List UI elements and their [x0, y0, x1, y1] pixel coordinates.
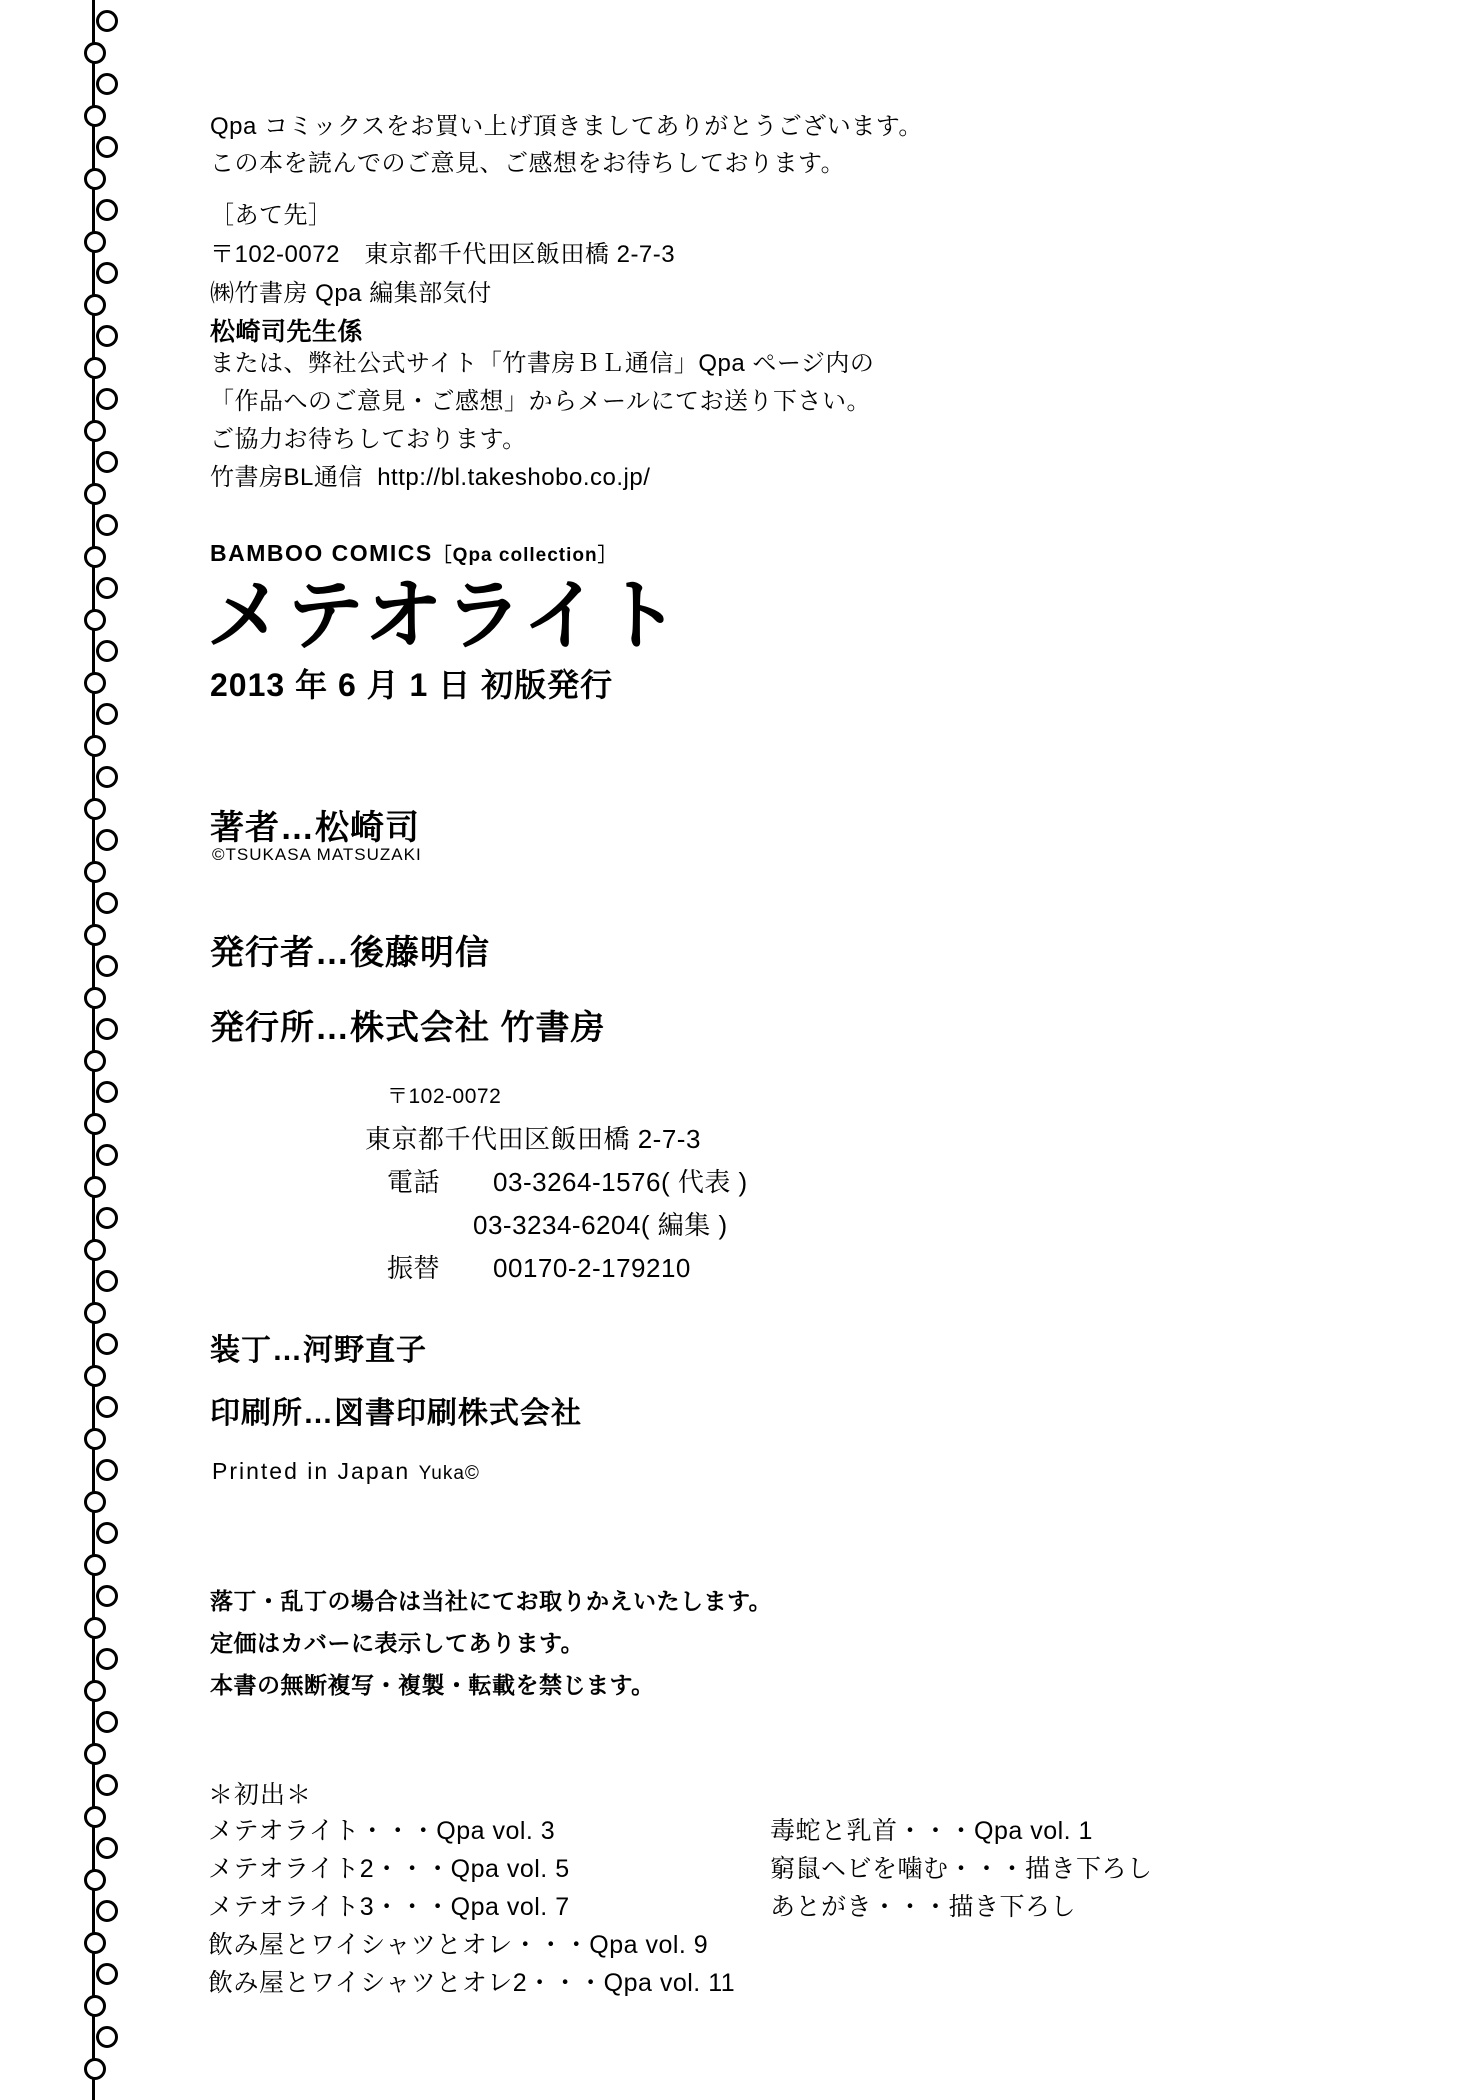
- spiral-hole: [84, 357, 106, 379]
- company-postal: 〒102-0072: [387, 1085, 502, 1108]
- spiral-hole: [96, 2026, 118, 2048]
- spiral-hole: [84, 1995, 106, 2017]
- feedback-note-block: [210, 345, 874, 497]
- first-appearance-item: 飲み屋とワイシャツとオレ2・・・Qpa vol. 11: [208, 1969, 736, 1997]
- spiral-hole: [96, 451, 118, 473]
- spiral-hole: [84, 1365, 106, 1387]
- spiral-hole: [96, 388, 118, 410]
- company-tel-line: [365, 1161, 748, 1204]
- contact-address-block: [210, 196, 675, 352]
- spiral-hole: [84, 609, 106, 631]
- spiral-hole: [96, 829, 118, 851]
- spiral-hole: [84, 1806, 106, 1828]
- spiral-hole: [96, 1711, 118, 1733]
- first-appearance-item: 毒蛇と乳首・・・Qpa vol. 1: [770, 1817, 1093, 1845]
- spiral-hole: [84, 924, 106, 946]
- first-appearance-item: メテオライト2・・・Qpa vol. 5: [208, 1855, 570, 1883]
- spiral-hole: [96, 1018, 118, 1040]
- spiral-hole: [84, 546, 106, 568]
- first-appearance-item: 窮鼠ヘビを噛む・・・描き下ろし: [770, 1855, 1153, 1883]
- spiral-hole: [96, 1648, 118, 1670]
- spiral-hole: [96, 955, 118, 977]
- design-credit: 装丁…河野直子: [210, 1334, 427, 1367]
- first-appearance-item: メテオライト3・・・Qpa vol. 7: [208, 1893, 570, 1921]
- spiral-hole: [96, 577, 118, 599]
- spiral-hole: [96, 199, 118, 221]
- colophon-page: [150, 0, 1460, 2100]
- author-copyright-romanized: ©TSUKASA MATSUZAKI: [212, 845, 422, 864]
- publication-date: 2013 年 6 月 1 日 初版発行: [210, 667, 614, 703]
- spiral-hole: [84, 168, 106, 190]
- first-appearance-item: 飲み屋とワイシャツとオレ・・・Qpa vol. 9: [208, 1931, 709, 1959]
- note-line-1: または、弊社公式サイト「竹書房ＢＬ通信」Qpa ページ内の: [210, 350, 875, 377]
- spiral-hole: [96, 703, 118, 725]
- spiral-hole: [96, 136, 118, 158]
- spiral-hole: [96, 640, 118, 662]
- spiral-hole: [84, 1491, 106, 1513]
- author-credit: 著者…松崎司: [210, 809, 420, 847]
- book-title: メテオライト: [206, 571, 683, 659]
- spiral-hole: [96, 1207, 118, 1229]
- printer-credit: 印刷所…図書印刷株式会社: [210, 1397, 582, 1430]
- spiral-holes: [0, 0, 150, 2100]
- spiral-hole: [96, 262, 118, 284]
- tel-main: 03-3264-1576( 代表 ): [493, 1167, 748, 1197]
- spiral-hole: [96, 892, 118, 914]
- spiral-hole: [84, 798, 106, 820]
- printed-in-credit: Yuka©: [418, 1463, 480, 1484]
- tel-label: 電話: [387, 1167, 441, 1197]
- legal-line-1: 落丁・乱丁の場合は当社にてお取りかえいたします。: [210, 1588, 773, 1614]
- spiral-hole: [84, 1113, 106, 1135]
- spiral-hole: [96, 1459, 118, 1481]
- spiral-hole: [84, 1428, 106, 1450]
- printed-in-japan: [212, 1458, 480, 1485]
- spiral-hole: [96, 1522, 118, 1544]
- legal-line-2: 定価はカバーに表示してあります。: [210, 1630, 585, 1656]
- spiral-hole: [84, 2058, 106, 2080]
- spiral-hole: [84, 294, 106, 316]
- spiral-hole: [84, 1743, 106, 1765]
- spiral-binding: [0, 0, 150, 2100]
- spiral-hole: [96, 1774, 118, 1796]
- furikae-label: 振替: [387, 1253, 441, 1283]
- spiral-hole: [84, 1050, 106, 1072]
- company-tel-edit: 03-3234-6204( 編集 ): [473, 1210, 728, 1240]
- spiral-hole: [84, 42, 106, 64]
- spiral-hole: [84, 672, 106, 694]
- furikae-number: 00170-2-179210: [493, 1253, 691, 1283]
- legal-line-3: 本書の無断複写・複製・転載を禁じます。: [210, 1672, 655, 1698]
- website-line: 竹書房BL通信 http://bl.takeshobo.co.jp/: [210, 464, 651, 491]
- address-attention: 松崎司先生係: [210, 318, 364, 346]
- spiral-hole: [84, 1554, 106, 1576]
- imprint-label: [210, 540, 618, 567]
- spiral-hole: [84, 105, 106, 127]
- spiral-hole: [96, 1396, 118, 1418]
- publisher-person-credit: 発行者…後藤明信: [210, 934, 490, 972]
- spiral-hole: [96, 1837, 118, 1859]
- imprint-name: BAMBOO COMICS: [210, 540, 433, 566]
- spiral-hole: [96, 1144, 118, 1166]
- spiral-hole: [96, 325, 118, 347]
- spiral-hole: [96, 514, 118, 536]
- spiral-hole: [96, 1081, 118, 1103]
- thanks-block: [210, 108, 923, 182]
- spiral-hole: [84, 483, 106, 505]
- spiral-hole: [84, 1239, 106, 1261]
- note-line-2: 「作品へのご意見・ご感想」からメールにてお送り下さい。: [210, 388, 872, 415]
- first-appearance-right-column: [770, 1812, 1153, 1926]
- thanks-line-1: Qpa コミックスをお買い上げ頂きましてありがとうございます。: [210, 113, 923, 140]
- imprint-collection: ［Qpa collection］: [432, 545, 618, 566]
- legal-notice-block: [210, 1580, 772, 1706]
- spiral-hole: [96, 10, 118, 32]
- spiral-hole: [96, 766, 118, 788]
- spiral-hole: [84, 1932, 106, 1954]
- spiral-hole: [84, 987, 106, 1009]
- company-address: 東京都千代田区飯田橋 2-7-3: [365, 1124, 701, 1154]
- spiral-hole: [96, 73, 118, 95]
- printed-in-text: Printed in Japan: [212, 1458, 411, 1484]
- spiral-hole: [84, 861, 106, 883]
- spiral-hole: [84, 231, 106, 253]
- spiral-hole: [96, 1585, 118, 1607]
- first-appearance-item: あとがき・・・描き下ろし: [770, 1893, 1077, 1921]
- first-appearance-item: メテオライト・・・Qpa vol. 3: [208, 1817, 556, 1845]
- spiral-hole: [96, 1963, 118, 1985]
- spiral-hole: [84, 1680, 106, 1702]
- company-address-block: [365, 1075, 748, 1290]
- spiral-hole: [96, 1900, 118, 1922]
- spiral-hole: [84, 420, 106, 442]
- first-appearance-left-column: [208, 1812, 735, 2002]
- first-appearance-heading: ＊初出＊: [208, 1781, 313, 1809]
- address-postal: 〒102-0072 東京都千代田区飯田橋 2-7-3: [210, 241, 676, 268]
- spiral-hole: [96, 1270, 118, 1292]
- spiral-hole: [84, 1302, 106, 1324]
- address-department: ㈱竹書房 Qpa 編集部気付: [210, 280, 492, 307]
- spiral-hole: [84, 1617, 106, 1639]
- note-line-3: ご協力お待ちしております。: [210, 426, 527, 453]
- company-furikae-line: [365, 1247, 748, 1290]
- publisher-company-credit: 発行所…株式会社 竹書房: [210, 1009, 606, 1047]
- spiral-hole: [96, 1333, 118, 1355]
- spiral-hole: [84, 1176, 106, 1198]
- address-header: ［あて先］: [210, 202, 333, 229]
- spiral-hole: [84, 735, 106, 757]
- spiral-hole: [84, 1869, 106, 1891]
- thanks-line-2: この本を読んでのご意見、ご感想をお待ちしております。: [210, 150, 846, 177]
